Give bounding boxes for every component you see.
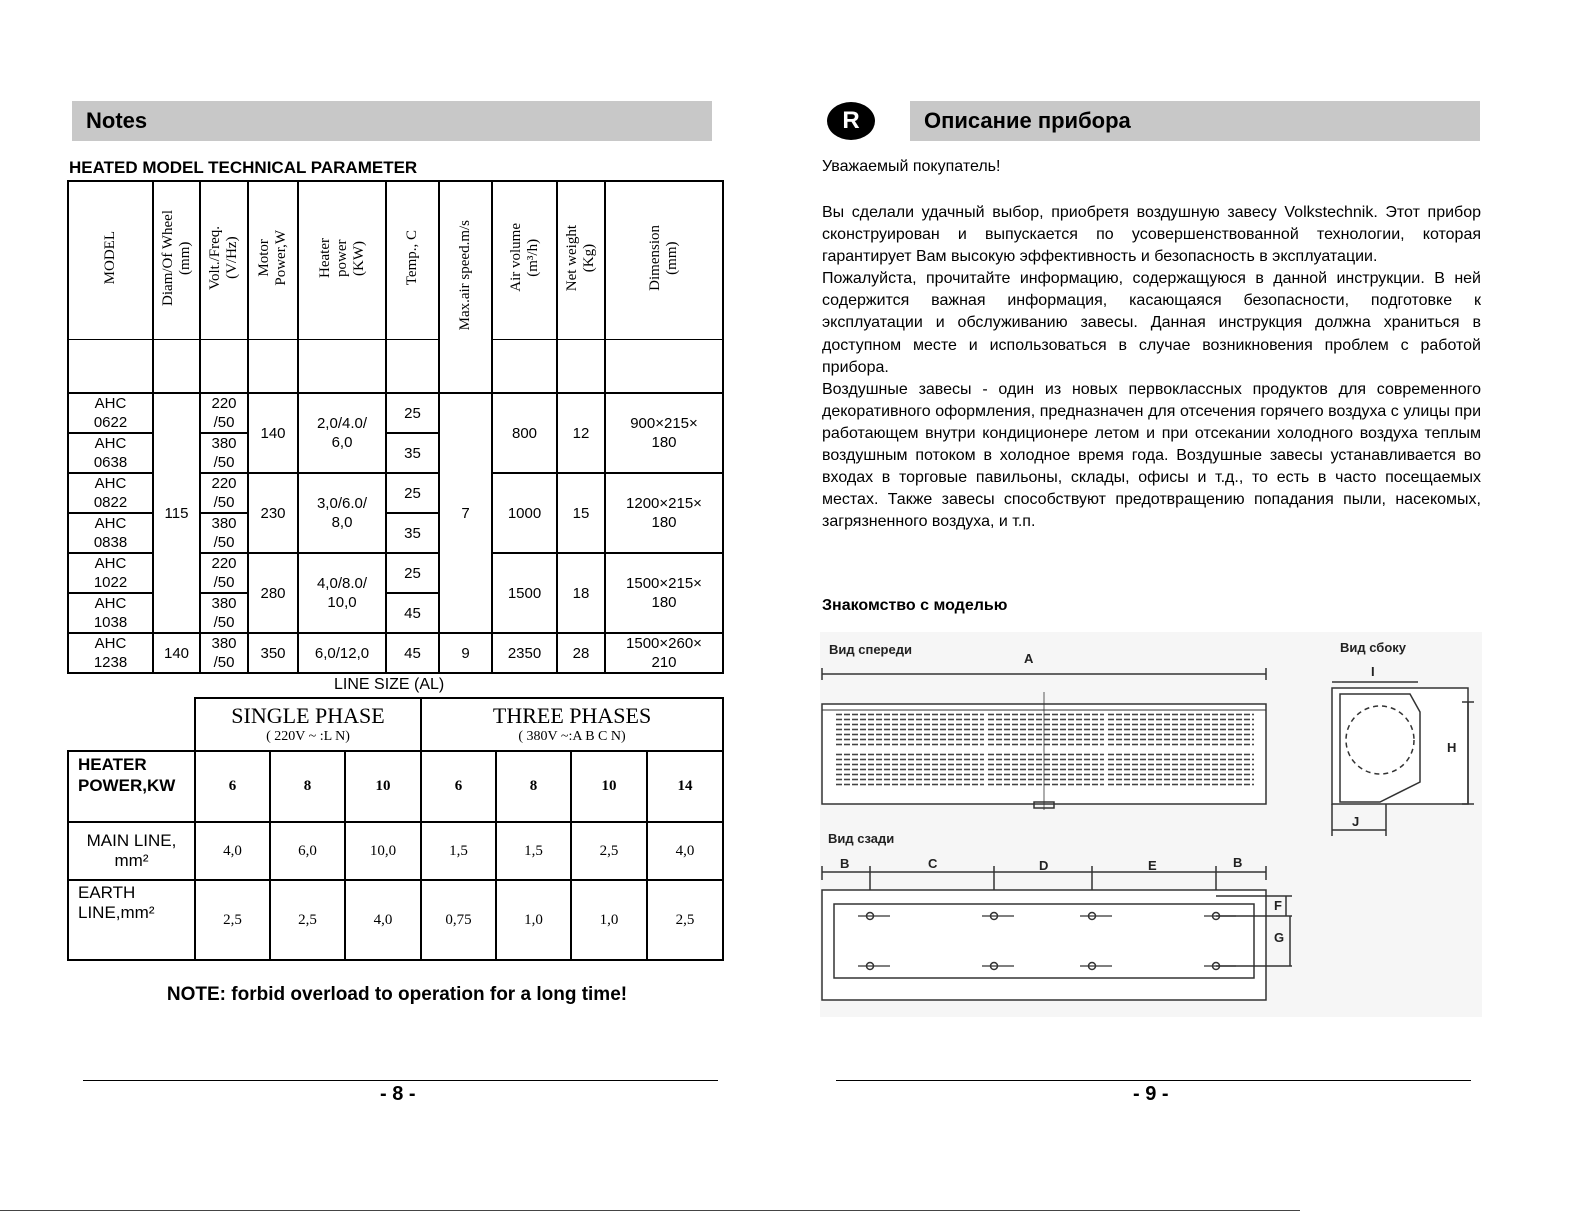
table-header-row [68, 181, 723, 339]
motor-cell: 280 [248, 553, 298, 633]
dimension-label-b2: B [1233, 855, 1243, 870]
power-cell: 14 [647, 751, 723, 822]
single-phase-header: SINGLE PHASE ( 220V ~ :L N) [195, 698, 421, 751]
model-cell: AHC 1038 [68, 593, 153, 633]
speed-cell: 7 [439, 393, 492, 633]
earth-line-cell: 2,5 [195, 880, 270, 960]
weight-cell: 15 [557, 473, 605, 553]
column-header: Dimension (mm) [605, 181, 723, 339]
earth-line-cell: 2,5 [270, 880, 345, 960]
temp-cell: 25 [386, 473, 439, 513]
language-badge: R [827, 102, 875, 140]
tech-parameter-title: HEATED MODEL TECHNICAL PARAMETER [69, 158, 418, 177]
power-cell: 8 [496, 751, 571, 822]
dimension-label-b: B [840, 856, 850, 871]
power-cell: 10 [345, 751, 421, 822]
volt-cell: 220 /50 [200, 473, 248, 513]
tech-parameter-table [67, 180, 724, 674]
column-header: Volt./Freq. (V/Hz) [200, 181, 248, 339]
dimension-label-g: G [1274, 930, 1285, 945]
page-number: - 9 - [1133, 1083, 1169, 1105]
notes-header: Notes [72, 101, 712, 141]
temp-cell: 25 [386, 553, 439, 593]
dimension-cell: 900×215× 180 [605, 393, 723, 473]
main-line-row [68, 822, 723, 880]
column-header: Motor Power,W [248, 181, 298, 339]
volt-cell: 380 /50 [200, 593, 248, 633]
dimension-label-e: E [1148, 858, 1157, 873]
drawing-svg [820, 632, 1482, 1017]
power-cell: 8 [270, 751, 345, 822]
volt-cell: 220 /50 [200, 393, 248, 433]
wheel-cell: 140 [153, 633, 200, 673]
main-line-cell: 1,5 [496, 822, 571, 880]
dimension-cell: 1500×215× 180 [605, 553, 723, 633]
main-line-cell: 6,0 [270, 822, 345, 880]
dimension-label-d: D [1039, 858, 1049, 873]
weight-cell: 18 [557, 553, 605, 633]
volt-cell: 380 /50 [200, 633, 248, 673]
dimension-label-f: F [1274, 898, 1282, 913]
rear-view-drawing [822, 866, 1292, 1000]
power-cell: 6 [421, 751, 496, 822]
dimension-cell: 1200×215× 180 [605, 473, 723, 553]
volt-cell: 380 /50 [200, 433, 248, 473]
table-row [68, 633, 723, 673]
earth-line-cell: 1,0 [571, 880, 647, 960]
temp-cell: 45 [386, 633, 439, 673]
model-drawing [820, 632, 1482, 1017]
heater-cell: 6,0/12,0 [298, 633, 386, 673]
earth-line-row [68, 880, 723, 960]
main-line-cell: 4,0 [647, 822, 723, 880]
air-cell: 1500 [492, 553, 557, 633]
model-cell: AHC 1022 [68, 553, 153, 593]
column-header: Air volume (m³/h) [492, 181, 557, 339]
table-header-spacer [68, 339, 723, 393]
main-line-cell: 2,5 [571, 822, 647, 880]
air-cell: 2350 [492, 633, 557, 673]
front-view-drawing [822, 668, 1266, 810]
dimension-label-i: I [1371, 664, 1375, 679]
temp-cell: 35 [386, 433, 439, 473]
front-view-label: Вид спереди [829, 642, 912, 657]
column-header: Net weight (Kg) [557, 181, 605, 339]
heater-cell: 3,0/6.0/ 8,0 [298, 473, 386, 553]
footer-divider [83, 1080, 718, 1081]
dimension-label-c: C [928, 856, 938, 871]
page-edge-line [0, 1210, 1300, 1211]
earth-line-cell: 4,0 [345, 880, 421, 960]
table-row [68, 393, 723, 433]
power-cell: 10 [571, 751, 647, 822]
volt-cell: 220 /50 [200, 553, 248, 593]
rear-view-label: Вид сзади [828, 831, 895, 846]
earth-line-label: EARTH LINE,mm² [68, 880, 195, 960]
heater-cell: 2,0/4.0/ 6,0 [298, 393, 386, 473]
air-cell: 800 [492, 393, 557, 473]
main-line-cell: 4,0 [195, 822, 270, 880]
volt-cell: 380 /50 [200, 513, 248, 553]
phase-header-row [68, 698, 723, 751]
paragraph: Пожалуйста, прочитайте информацию, содержащуюся в данной инструкции. В ней содержится важная информация, касающаяся безопасности, подготовке к эксплуатации и обслуживанию завесы. Данная инструкция должна храниться в доступном месте и использоваться в случае возникновения проблем с работой прибора. [822, 270, 1481, 376]
column-header: Heater power (KW) [298, 181, 386, 339]
column-header: Temp., C [386, 181, 439, 339]
overload-note: NOTE: forbid overload to operation for a long time! [166, 984, 628, 1005]
model-intro-heading: Знакомство с моделью [822, 597, 1008, 614]
heater-power-row [68, 751, 723, 822]
model-cell: AHC 0638 [68, 433, 153, 473]
model-cell: AHC 0838 [68, 513, 153, 553]
model-cell: AHC 0822 [68, 473, 153, 513]
air-cell: 1000 [492, 473, 557, 553]
earth-line-cell: 0,75 [421, 880, 496, 960]
description-body [822, 202, 1481, 533]
main-line-cell: 1,5 [421, 822, 496, 880]
temp-cell: 45 [386, 593, 439, 633]
dimension-label-h: H [1447, 740, 1457, 755]
model-cell: AHC 1238 [68, 633, 153, 673]
heater-cell: 4,0/8.0/ 10,0 [298, 553, 386, 633]
motor-cell: 350 [248, 633, 298, 673]
paragraph: Вы сделали удачный выбор, приобретя воздушную завесу Volkstechnik. Этот прибор сконструирован и выпускается по усовершенствованной технологии, которая гарантирует Вам высокую эффективность и безопасность в эксплуатации. [822, 204, 1481, 266]
weight-cell: 12 [557, 393, 605, 473]
page-number: - 8 - [380, 1083, 416, 1105]
paragraph: Воздушные завесы - один из новых первоклассных продуктов для современного декоративного оформления, предназначен для отсечения горячего воздуха с улицы при работающем внутри кондиционере летом и при отсекании холодного воздуха теплым воздушным потоком в холодное время года. Воздушные завесы устанавливается во входах в торговые павильоны, склады, офисы и т.д., то есть в часто посещаемых местах. Также завесы способствуют предотвращению попадания пыли, насекомых, загрязненного воздуха, и т.п. [822, 380, 1481, 531]
dimension-label-j: J [1352, 814, 1360, 829]
three-phases-header: THREE PHASES ( 380V ~:A B C N) [421, 698, 723, 751]
heater-power-label: HEATER POWER,KW [68, 751, 195, 822]
greeting-text: Уважаемый покупатель! [822, 158, 1001, 175]
model-cell: AHC 0622 [68, 393, 153, 433]
line-size-title: LINE SIZE (AL) [334, 676, 445, 693]
wheel-cell: 115 [153, 393, 200, 633]
temp-cell: 35 [386, 513, 439, 553]
dimension-cell: 1500×260× 210 [605, 633, 723, 673]
column-header: Diam/Of Wheel (mm) [153, 181, 200, 339]
motor-cell: 230 [248, 473, 298, 553]
side-view-drawing [1332, 682, 1474, 836]
motor-cell: 140 [248, 393, 298, 473]
side-view-label: Вид сбоку [1340, 640, 1407, 655]
main-line-label: MAIN LINE, mm² [68, 822, 195, 880]
main-line-cell: 10,0 [345, 822, 421, 880]
earth-line-cell: 1,0 [496, 880, 571, 960]
footer-divider [836, 1080, 1471, 1081]
power-cell: 6 [195, 751, 270, 822]
description-header: Описание прибора [910, 101, 1480, 141]
earth-line-cell: 2,5 [647, 880, 723, 960]
column-header: Max.air speed.m/s [439, 181, 492, 393]
weight-cell: 28 [557, 633, 605, 673]
temp-cell: 25 [386, 393, 439, 433]
line-size-table [67, 697, 724, 961]
column-header: MODEL [68, 181, 153, 339]
speed-cell: 9 [439, 633, 492, 673]
dimension-label-a: A [1024, 651, 1034, 666]
